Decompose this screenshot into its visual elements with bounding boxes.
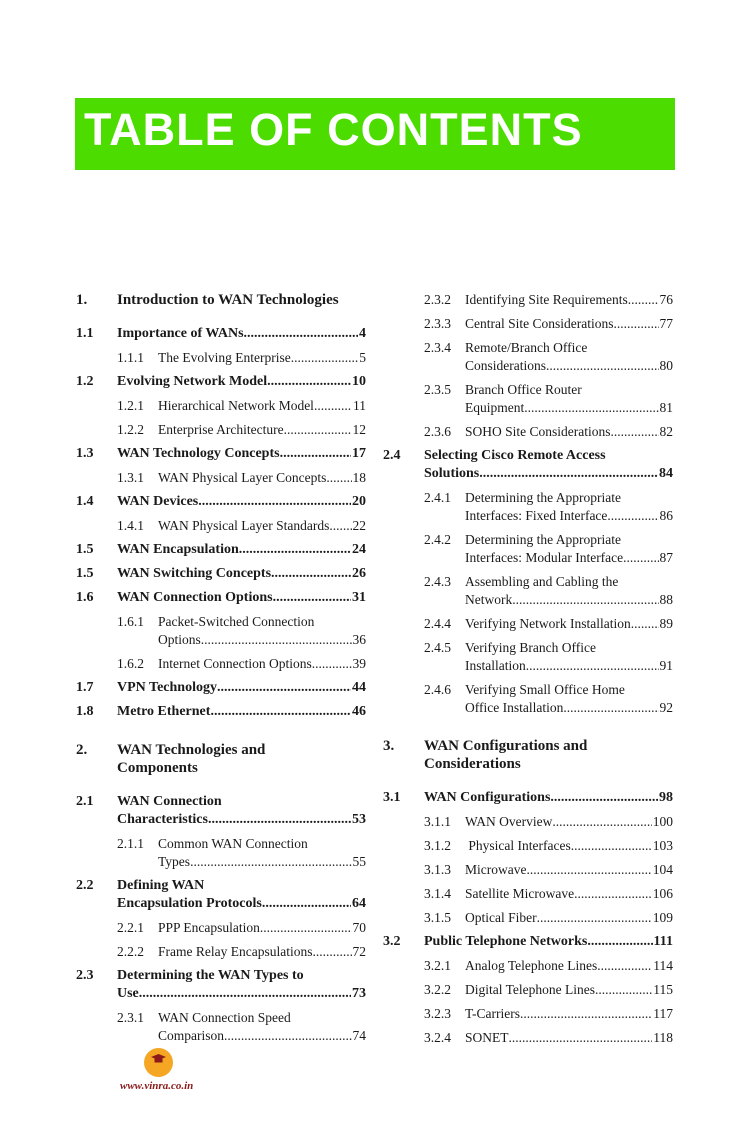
section-title: Use <box>117 986 139 1001</box>
dot-leader <box>139 985 351 1003</box>
section-number: 3.1.4 <box>424 886 451 901</box>
section-number: 2.4.6 <box>424 682 451 697</box>
section-title: Hierarchical Network Model <box>158 398 314 413</box>
dot-leader <box>526 861 651 879</box>
dot-leader <box>190 853 351 871</box>
dot-leader <box>284 421 352 439</box>
page-number: 114 <box>653 958 673 973</box>
section-number: 1.3.1 <box>117 470 144 485</box>
section-title: Network <box>465 592 513 607</box>
section-number: 1.2 <box>76 374 94 389</box>
dot-leader <box>260 919 352 937</box>
page-number: 100 <box>652 814 673 829</box>
section-title: Components <box>117 760 198 776</box>
section-title: Installation <box>465 658 526 673</box>
toc-entry[interactable] <box>76 445 366 463</box>
page-number: 46 <box>352 704 366 719</box>
dot-leader <box>613 315 658 333</box>
section-title: The Evolving Enterprise <box>158 350 291 365</box>
dot-leader <box>271 565 351 583</box>
dot-leader <box>631 615 659 633</box>
section-title: WAN Technologies and <box>117 742 266 758</box>
toc-entry[interactable] <box>76 877 366 913</box>
page-number: 91 <box>659 658 673 673</box>
section-number: 2. <box>76 742 88 758</box>
section-title: WAN Encapsulation <box>117 542 239 557</box>
section-number: 1.3 <box>76 446 94 461</box>
section-number: 2.3 <box>76 968 94 983</box>
section-number: 3.2 <box>383 934 401 949</box>
section-number: 2.4 <box>383 448 401 463</box>
toc-entry[interactable] <box>76 679 366 697</box>
page-number: 26 <box>352 566 366 581</box>
section-title: Interfaces: Fixed Interface <box>465 508 608 523</box>
toc-column-right <box>383 291 673 1047</box>
section-title: Central Site Considerations <box>465 316 614 331</box>
page-number: 4 <box>359 326 366 341</box>
page-number: 55 <box>352 854 366 869</box>
page-number: 76 <box>659 292 673 307</box>
section-number: 3.2.2 <box>424 982 451 997</box>
dot-leader <box>546 357 659 375</box>
section-title: WAN Physical Layer Standards <box>158 518 330 533</box>
section-title: Equipment <box>465 400 525 415</box>
toc-entry[interactable] <box>76 613 366 649</box>
dot-leader <box>512 591 658 609</box>
section-title: SONET <box>465 1030 509 1045</box>
toc-entry[interactable] <box>76 373 366 391</box>
section-number: 2.4.4 <box>424 616 451 631</box>
toc-entry[interactable] <box>76 967 366 1003</box>
section-title: PPP Encapsulation <box>158 920 260 935</box>
section-number: 2.3.4 <box>424 340 451 355</box>
publisher-logo <box>144 1048 173 1077</box>
section-title: WAN Technology Concepts <box>117 446 280 461</box>
dot-leader <box>623 549 658 567</box>
toc-chapter[interactable] <box>76 291 366 309</box>
section-number: 1.5 <box>76 566 94 581</box>
page-title: TABLE OF CONTENTS <box>84 104 583 155</box>
page-number: 73 <box>352 986 366 1001</box>
section-title: Physical Interfaces <box>465 838 571 853</box>
page-number: 64 <box>352 896 366 911</box>
page-number: 80 <box>659 358 673 373</box>
page-number: 36 <box>352 632 366 647</box>
section-number: 3.1.3 <box>424 862 451 877</box>
page-number: 11 <box>353 398 366 413</box>
toc-entry[interactable] <box>76 835 366 871</box>
section-number: 1.8 <box>76 704 94 719</box>
section-title: WAN Connection <box>117 794 222 809</box>
dot-leader <box>563 699 658 717</box>
dot-leader <box>628 291 659 309</box>
toc-entry[interactable] <box>76 325 366 343</box>
section-title: Importance of WANs <box>117 326 244 341</box>
dot-leader <box>550 789 658 807</box>
section-number: 2.3.3 <box>424 316 451 331</box>
dot-leader <box>224 1027 352 1045</box>
toc-entry[interactable] <box>76 655 366 673</box>
section-title: Introduction to WAN Technologies <box>117 292 339 308</box>
section-title: Selecting Cisco Remote Access <box>424 448 606 463</box>
section-title: Identifying Site Requirements <box>465 292 628 307</box>
section-title: Microwave <box>465 862 527 877</box>
page-number: 104 <box>652 862 673 877</box>
dot-leader <box>280 445 351 463</box>
page-number: 89 <box>659 616 673 631</box>
section-title: Frame Relay Encapsulations <box>158 944 313 959</box>
section-title: WAN Connection Options <box>117 590 273 605</box>
toc-entry[interactable] <box>76 793 366 829</box>
toc-entry[interactable] <box>383 981 673 999</box>
page-number: 98 <box>659 790 673 805</box>
section-title: Types <box>158 854 191 869</box>
page-number: 118 <box>653 1030 673 1045</box>
section-number: 3.2.1 <box>424 958 451 973</box>
toc-entry[interactable] <box>76 943 366 961</box>
dot-leader <box>244 325 358 343</box>
section-title: Assembling and Cabling the <box>465 574 619 589</box>
section-number: 1.4.1 <box>117 518 144 533</box>
section-title: Verifying Small Office Home <box>465 682 625 697</box>
toc-entry[interactable] <box>383 909 673 927</box>
section-title: Digital Telephone Lines <box>465 982 596 997</box>
section-number: 3. <box>383 738 395 754</box>
section-number: 2.3.6 <box>424 424 451 439</box>
section-title: Metro Ethernet <box>117 704 211 719</box>
section-title: Comparison <box>158 1028 224 1043</box>
section-number: 1.6.2 <box>117 656 144 671</box>
section-number: 3.1.5 <box>424 910 451 925</box>
dot-leader <box>537 909 652 927</box>
section-number: 2.2.1 <box>117 920 144 935</box>
section-title: Encapsulation Protocols <box>117 896 262 911</box>
section-title: Public Telephone Networks <box>424 934 588 949</box>
page-number: 103 <box>652 838 673 853</box>
section-number: 1.5 <box>76 542 94 557</box>
page-number: 115 <box>653 982 673 997</box>
page-number: 81 <box>659 400 673 415</box>
section-number: 1.1 <box>76 326 94 341</box>
dot-leader <box>607 507 658 525</box>
dot-leader <box>526 657 659 675</box>
section-title: WAN Overview <box>465 814 553 829</box>
toc-entry[interactable] <box>383 1005 673 1023</box>
page-number: 12 <box>352 422 366 437</box>
section-number: 1.1.1 <box>117 350 144 365</box>
dot-leader <box>273 589 351 607</box>
section-number: 2.4.5 <box>424 640 451 655</box>
page-number: 87 <box>659 550 673 565</box>
section-number: 2.4.2 <box>424 532 451 547</box>
toc-entry[interactable] <box>383 291 673 309</box>
section-title: Internet Connection Options <box>158 656 312 671</box>
dot-leader <box>611 423 659 441</box>
page-number: 82 <box>659 424 673 439</box>
dot-leader <box>217 679 351 697</box>
toc-entry[interactable] <box>76 493 366 511</box>
page-number: 44 <box>352 680 366 695</box>
page-number: 88 <box>659 592 673 607</box>
dot-leader <box>239 541 351 559</box>
page-number: 77 <box>659 316 673 331</box>
toc-entry[interactable] <box>76 541 366 559</box>
section-title: Determining the WAN Types to <box>117 968 304 983</box>
dot-leader <box>198 493 351 511</box>
dot-leader <box>312 655 352 673</box>
page-number: 39 <box>352 656 366 671</box>
dot-leader <box>262 895 351 913</box>
page-number: 10 <box>352 374 366 389</box>
section-title: Considerations <box>424 756 521 772</box>
section-title: Satellite Microwave <box>465 886 575 901</box>
page-number: 92 <box>659 700 673 715</box>
section-title: Verifying Network Installation <box>465 616 631 631</box>
section-title: Determining the Appropriate <box>465 490 621 505</box>
page-number: 20 <box>352 494 366 509</box>
section-title: WAN Configurations <box>424 790 551 805</box>
page-number: 70 <box>352 920 366 935</box>
dot-leader <box>326 469 351 487</box>
section-number: 2.2 <box>76 878 94 893</box>
toc-entry[interactable] <box>383 315 673 333</box>
section-number: 2.3.5 <box>424 382 451 397</box>
page-number: 18 <box>352 470 366 485</box>
section-title: WAN Physical Layer Concepts <box>158 470 327 485</box>
toc-entry[interactable] <box>383 837 673 855</box>
dot-leader <box>520 1005 652 1023</box>
dot-leader <box>524 399 658 417</box>
page-number: 86 <box>659 508 673 523</box>
toc-entry[interactable] <box>383 423 673 441</box>
section-title: Options <box>158 632 201 647</box>
section-number: 3.1.1 <box>424 814 451 829</box>
section-title: WAN Connection Speed <box>158 1010 291 1025</box>
page-number: 5 <box>359 350 366 365</box>
section-title: Considerations <box>465 358 546 373</box>
toc-entry[interactable] <box>383 381 673 417</box>
toc-entry[interactable] <box>76 919 366 937</box>
dot-leader <box>329 517 351 535</box>
toc-entry[interactable] <box>76 589 366 607</box>
section-number: 1.2.1 <box>117 398 144 413</box>
toc-entry[interactable] <box>383 573 673 609</box>
section-number: 1.2.2 <box>117 422 144 437</box>
toc-entry[interactable] <box>383 933 673 951</box>
dot-leader <box>479 465 658 483</box>
toc-entry[interactable] <box>383 339 673 375</box>
toc-entry[interactable] <box>76 397 366 415</box>
section-number: 3.2.3 <box>424 1006 451 1021</box>
title-banner <box>75 98 675 170</box>
toc-chapter[interactable] <box>383 737 673 773</box>
toc-entry[interactable] <box>76 469 366 487</box>
section-number: 2.4.3 <box>424 574 451 589</box>
section-title: WAN Switching Concepts <box>117 566 272 581</box>
dot-leader <box>267 373 351 391</box>
toc-column-left <box>76 291 366 1045</box>
page-number: 22 <box>352 518 366 533</box>
dot-leader <box>312 943 351 961</box>
toc-entry[interactable] <box>383 957 673 975</box>
section-number: 2.4.1 <box>424 490 451 505</box>
section-number: 2.1 <box>76 794 94 809</box>
section-number: 1.7 <box>76 680 94 695</box>
toc-chapter[interactable] <box>76 741 366 777</box>
toc-entry[interactable] <box>383 531 673 567</box>
section-title: Defining WAN <box>117 878 205 893</box>
section-number: 1. <box>76 292 88 308</box>
section-title: Optical Fiber <box>465 910 537 925</box>
page-number: 72 <box>352 944 366 959</box>
section-number: 3.1 <box>383 790 401 805</box>
toc-entry[interactable] <box>76 421 366 439</box>
section-number: 1.6 <box>76 590 94 605</box>
toc-entry[interactable] <box>76 517 366 535</box>
toc-entry[interactable] <box>76 1009 366 1045</box>
section-number: 1.4 <box>76 494 94 509</box>
section-title: Enterprise Architecture <box>158 422 284 437</box>
toc-entry[interactable] <box>383 861 673 879</box>
dot-leader <box>574 885 652 903</box>
page-number: 74 <box>352 1028 366 1043</box>
toc-entry[interactable] <box>383 639 673 675</box>
page-number: 106 <box>652 886 673 901</box>
toc-entry[interactable] <box>383 813 673 831</box>
section-title: Remote/Branch Office <box>465 340 588 355</box>
page-number: 111 <box>653 934 673 949</box>
section-number: 2.1.1 <box>117 836 144 851</box>
dot-leader <box>201 631 352 649</box>
toc-entry[interactable] <box>383 447 673 483</box>
section-title: Solutions <box>424 466 480 481</box>
section-title: Verifying Branch Office <box>465 640 596 655</box>
section-title: T-Carriers <box>465 1006 520 1021</box>
page-number: 17 <box>352 446 366 461</box>
toc-entry[interactable] <box>383 615 673 633</box>
page-number: 84 <box>659 466 673 481</box>
toc-entry[interactable] <box>383 885 673 903</box>
toc-entry[interactable] <box>383 681 673 717</box>
toc-entry[interactable] <box>383 789 673 807</box>
page-number: 117 <box>653 1006 673 1021</box>
section-number: 3.2.4 <box>424 1030 451 1045</box>
section-title: Characteristics <box>117 812 208 827</box>
dot-leader <box>314 397 352 415</box>
page-number: 24 <box>352 542 366 557</box>
section-title: VPN Technology <box>117 680 217 695</box>
section-title: Interfaces: Modular Interface <box>465 550 624 565</box>
section-title: Packet-Switched Connection <box>158 614 315 629</box>
dot-leader <box>210 703 351 721</box>
toc-entry[interactable] <box>76 349 366 367</box>
dot-leader <box>552 813 651 831</box>
section-title: Common WAN Connection <box>158 836 308 851</box>
page-number: 53 <box>352 812 366 827</box>
toc-entry[interactable] <box>383 489 673 525</box>
toc-entry[interactable] <box>76 565 366 583</box>
dot-leader <box>571 837 652 855</box>
dot-leader <box>509 1029 653 1047</box>
dot-leader <box>595 981 652 999</box>
dot-leader <box>208 811 351 829</box>
section-title: WAN Configurations and <box>424 738 588 754</box>
dot-leader <box>597 957 652 975</box>
dot-leader <box>587 933 652 951</box>
page-number: 31 <box>352 590 366 605</box>
section-title: WAN Devices <box>117 494 199 509</box>
section-title: Determining the Appropriate <box>465 532 621 547</box>
section-number: 2.3.1 <box>117 1010 144 1025</box>
graduation-cap-icon <box>151 1054 166 1064</box>
section-number: 3.1.2 <box>424 838 451 853</box>
section-number: 2.3.2 <box>424 292 451 307</box>
section-title: Analog Telephone Lines <box>465 958 598 973</box>
section-title: Evolving Network Model <box>117 374 268 389</box>
dot-leader <box>291 349 359 367</box>
toc-entry[interactable] <box>76 703 366 721</box>
toc-entry[interactable] <box>383 1029 673 1047</box>
section-number: 2.2.2 <box>117 944 144 959</box>
section-title: Branch Office Router <box>465 382 582 397</box>
website-link[interactable]: www.vinra.co.in <box>120 1080 194 1092</box>
section-title: Office Installation <box>465 700 564 715</box>
section-title: SOHO Site Considerations <box>465 424 611 439</box>
section-number: 1.6.1 <box>117 614 144 629</box>
page-number: 109 <box>652 910 673 925</box>
